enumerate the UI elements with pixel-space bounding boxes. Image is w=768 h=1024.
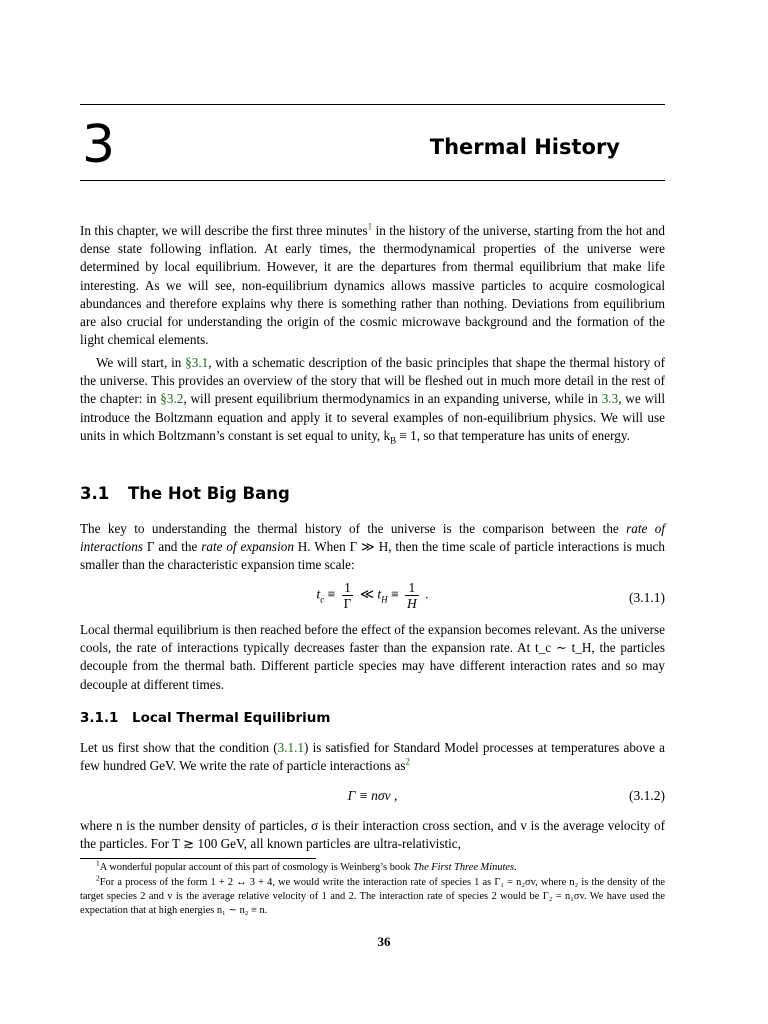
- section-link-3-1[interactable]: §3.1: [185, 355, 209, 370]
- kb-subscript: B: [390, 435, 397, 446]
- section-title: The Hot Big Bang: [128, 484, 290, 503]
- eq1-frac2-num: 1: [405, 580, 419, 596]
- intro-p2-text-c: , will present equilibrium thermodynamics in an expanding universe, while in: [183, 391, 602, 407]
- s311-p1-text-a: Let us first show that the condition (: [80, 740, 278, 755]
- eq1-frac2-den: H: [406, 596, 417, 611]
- footnote-rule: [80, 858, 316, 859]
- eq1-lhs-sub: c: [320, 594, 325, 605]
- eq1-rel: ≪: [356, 586, 378, 602]
- intro-p1-text-a: In this chapter, we will describe the first three minutes: [80, 223, 368, 238]
- equation-3-1-1: [80, 580, 665, 616]
- footnote-1-book-title: The First Three Minutes: [413, 862, 515, 873]
- equation-tag-3-1-2: (3.1.2): [629, 788, 665, 803]
- intro-p2-text-a: We will start, in: [96, 355, 186, 370]
- s31-p1-text-a: The key to understanding the thermal history of the universe is the comparison between the: [80, 521, 627, 536]
- section-3-1-1-paragraph-1: [80, 739, 665, 775]
- intro-p1-text-b: in the history of the universe, starting from the hot and dense state following inflation. At early times, the thermodynamical properties of the universe were determined by local equilibrium. However, it are the departures from thermal equilibrium that make life interesting. As we will see, non-equilibrium dynamics allows massive particles to acquire cosmological abundances and therefore explains why there is something rather than nothing. Deviations from equilibrium are also crucial for understanding the origin of the cosmic microwave background and the formation of the light chemical elements.: [80, 223, 665, 348]
- s31-p1-text-c: H. When Γ ≫ H, then the time scale of particle interactions is much smaller than the characteristic expansion time scale:: [80, 539, 665, 573]
- chapter-number: 3: [82, 115, 116, 175]
- section-3-1-1-paragraph-2: where n is the number density of particles, σ is their interaction cross section, and v is the average velocity of the particles. For T ≳ 100 GeV, all known particles are ultra-relativistic,: [80, 818, 665, 852]
- footnote-ref-1[interactable]: 1: [367, 221, 373, 232]
- eq1-equiv-2: ≡: [387, 586, 402, 602]
- footnote-1: [80, 858, 665, 875]
- section-3-1-paragraph-2: Local thermal equilibrium is then reached before the effect of the expansion becomes relevant. As the universe cools, the rate of interactions typically decreases faster than the expansion rate. At t_c ∼ t_H, the particles decouple from the thermal bath. Different particle species may have different interaction rates and so may decouple at different times.: [80, 622, 665, 692]
- chapter-title: Thermal History: [429, 135, 620, 159]
- section-heading-3-1-1: [80, 710, 330, 726]
- subsection-number: 3.1.1: [80, 710, 119, 726]
- s31-p1-emph-2: rate of expansion: [201, 539, 294, 555]
- footnote-2-mark: 2: [96, 873, 100, 883]
- section-link-3-2[interactable]: §3.2: [160, 391, 184, 407]
- eq1-frac-2: [405, 580, 419, 611]
- section-link-3-3[interactable]: 3.3: [601, 391, 619, 407]
- subsection-title: Local Thermal Equilibrium: [132, 710, 331, 726]
- header-top-rule: [80, 104, 665, 105]
- footnote-ref-2[interactable]: 2: [405, 756, 410, 767]
- footnote-2-text: For a process of the form 1 + 2 ↔ 3 + 4, we would write the interaction rate of species 1 as Γ₁ = n₂σv, where n₂ is the density of the target species 2 and v is the average relative velocity of 1 and 2. The interaction rate of species 2 would be Γ₂ = n₁σv. We have used the expectation that at high energies n₁ ∼ n₂ ≡ n.: [80, 877, 665, 916]
- s31-p1-text-b: Γ and the: [143, 539, 202, 555]
- eq1-mid: t: [377, 586, 382, 602]
- eq1-mid-sub: H: [381, 594, 388, 605]
- footnote-1-text-a: A wonderful popular account of this part of cosmology is Weinberg’s book: [99, 862, 414, 873]
- eq1-frac1-den: Γ: [343, 596, 352, 611]
- eq1-equiv: ≡: [324, 586, 339, 602]
- section-number: 3.1: [80, 484, 110, 503]
- footnote-2: [80, 873, 665, 918]
- eq1-lhs: t: [316, 586, 321, 602]
- intro-p2-text-e: ≡ 1, so that temperature has units of energy.: [396, 427, 630, 443]
- section-heading-3-1: [80, 484, 290, 503]
- header-bottom-rule: [80, 180, 665, 181]
- eq1-frac-1: [342, 580, 354, 611]
- equation-3-1-2: [80, 788, 665, 806]
- eq1-end: .: [421, 586, 429, 602]
- intro-paragraph-1: [80, 222, 665, 349]
- equation-link-3-1-1[interactable]: 3.1.1: [277, 740, 305, 755]
- s31-p1-emph-1: rate of interactions: [80, 521, 665, 555]
- eq1-frac1-num: 1: [342, 580, 354, 596]
- intro-p2-text-d: , we will introduce the Boltzmann equation and apply it to several examples of non-equilibrium physics. We will use units in which Boltzmann’s constant is set equal to unity, k: [80, 391, 665, 443]
- section-3-1-paragraph-1: [80, 520, 665, 575]
- equation-tag-3-1-1: (3.1.1): [629, 590, 665, 605]
- eq2-body: Γ ≡ nσv ,: [347, 788, 398, 803]
- footnote-1-mark: 1: [96, 858, 100, 868]
- s311-p1-text-b: ) is satisfied for Standard Model processes at temperatures above a few hundred GeV. We write the rate of particle interactions as: [80, 740, 665, 774]
- intro-paragraph-2: [80, 354, 665, 450]
- footnote-1-text-b: .: [514, 862, 517, 873]
- intro-p2-text-b: , with a schematic description of the basic principles that shape the thermal history of the universe. This provides an overview of the story that will be fleshed out in much more detail in the rest of the chapter: in: [80, 355, 665, 407]
- page-number: 36: [377, 934, 391, 949]
